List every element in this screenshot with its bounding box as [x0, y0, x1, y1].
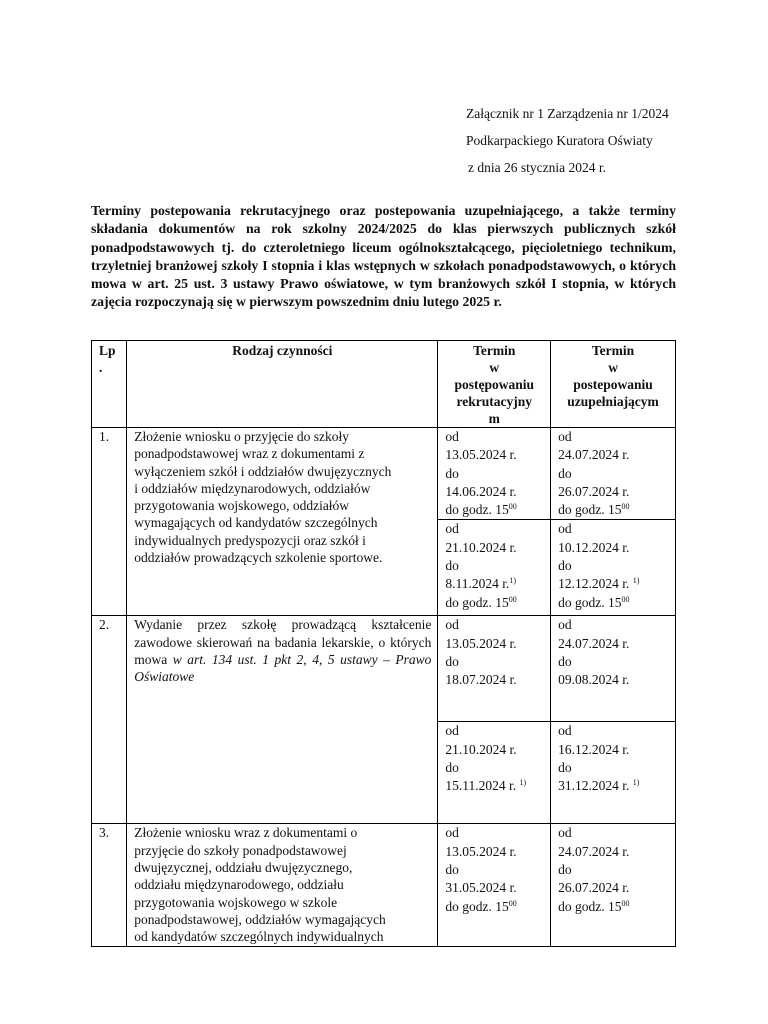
- document-header: [466, 100, 669, 181]
- table-row: [92, 824, 676, 946]
- supplementary-term: od 24.07.2024 r. do 26.07.2024 r. do godz. $15^{00}$: [551, 824, 676, 946]
- activity-description: Złożenie wniosku o przyjęcie do szkoły ponadpodstawowej wraz z dokumentami z wyłączeniem szkół i oddziałów dwujęzycznych i oddziałów międzynarodowych, oddziałów przygotowania wojskowego, oddziałów wymagających od kandydatów szczególnych indywidualnych predyspozycji oraz szkół i oddziałów prowadzących szkolenie sportowe.: [127, 428, 438, 616]
- recruitment-term: od 13.05.2024 r. do 18.07.2024 r.: [438, 616, 551, 722]
- row-number: 1.: [92, 428, 127, 616]
- issue-date: z dnia 26 stycznia 2024 r.: [468, 160, 606, 175]
- recruitment-term: od 21.10.2024 r. do 15.11.2024 r. $^{1)}$: [438, 722, 551, 824]
- row-number: 3.: [92, 824, 127, 946]
- supplementary-term: od 24.07.2024 r. do 09.08.2024 r.: [551, 616, 676, 722]
- recruitment-term: od 13.05.2024 r. do 14.06.2024 r. do godz. $15^{00}$: [438, 428, 551, 520]
- row-number: 2.: [92, 616, 127, 824]
- issuer-name: Podkarpackiego Kuratora Oświaty: [466, 133, 653, 148]
- legal-reference: w art. 134 ust. 1 pkt 2, 4, 5 ustawy – Prawo Oświatowe: [134, 652, 432, 685]
- column-header-lp: Lp .: [92, 341, 127, 428]
- schedule-table: [91, 340, 676, 947]
- recruitment-term: od 13.05.2024 r. do 31.05.2024 r. do godz. $15^{00}$: [438, 824, 551, 946]
- footnote-marker: 1): [632, 778, 640, 788]
- footnote-marker: 1): [509, 576, 517, 586]
- column-header-activity: Rodzaj czynności: [127, 341, 438, 428]
- annex-reference: Załącznik nr 1 Zarządzenia nr 1/2024: [466, 106, 669, 121]
- recruitment-term: od 21.10.2024 r. do 8.11.2024 r.$^{1)}$ do godz. $15^{00}$: [438, 520, 551, 616]
- supplementary-term: od 10.12.2024 r. do 12.12.2024 r. $^{1)}$ do godz. $15^{00}$: [551, 520, 676, 616]
- footnote-marker: 1): [519, 778, 527, 788]
- supplementary-term: od 24.07.2024 r. do 26.07.2024 r. do godz. $15^{00}$: [551, 428, 676, 520]
- table-row: [92, 616, 676, 722]
- table-header-row: [92, 341, 676, 428]
- supplementary-term: od 16.12.2024 r. do 31.12.2024 r. $^{1)}$: [551, 722, 676, 824]
- activity-description: Złożenie wniosku wraz z dokumentami o przyjęcie do szkoły ponadpodstawowej dwujęzycznej, oddziału dwujęzycznego, oddziału międzynarodowego, oddziału przygotowania wojskowego w szkole ponadpodstawowej, oddziałów wymagających od kandydatów szczególnych indywidualnych: [127, 824, 438, 946]
- column-header-supplementary-term: Termin w postepowaniu uzupełniającym: [551, 341, 676, 428]
- activity-description: Wydanie przez szkołę prowadzącą kształcenie zawodowe skierowań na badania lekarskie, o których mowa w art. 134 ust. 1 pkt 2, 4, 5 ustawy – Prawo Oświatowe: [127, 616, 438, 824]
- document-title: Terminy postepowania rekrutacyjnego oraz postepowania uzupełniającego, a także terminy składania dokumentów na rok szkolny 2024/2025 do klas pierwszych publicznych szkół ponadpodstawowych tj. do czteroletniego liceum ogólnokształcącego, pięcioletniego technikum, trzyletniej branżowej szkoły I stopnia i klas wstępnych w szkołach ponadpodstawowych, o których mowa w art. 25 ust. 3 ustawy Prawo oświatowe, w tym branżowych szkół I stopnia, w których zajęcia rozpoczynają się w pierwszym powszednim dniu lutego 2025 r.: [91, 203, 676, 310]
- column-header-recruitment-term: Termin w postępowaniu rekrutacyjny m: [438, 341, 551, 428]
- footnote-marker: 1): [632, 576, 640, 586]
- table-row: [92, 428, 676, 520]
